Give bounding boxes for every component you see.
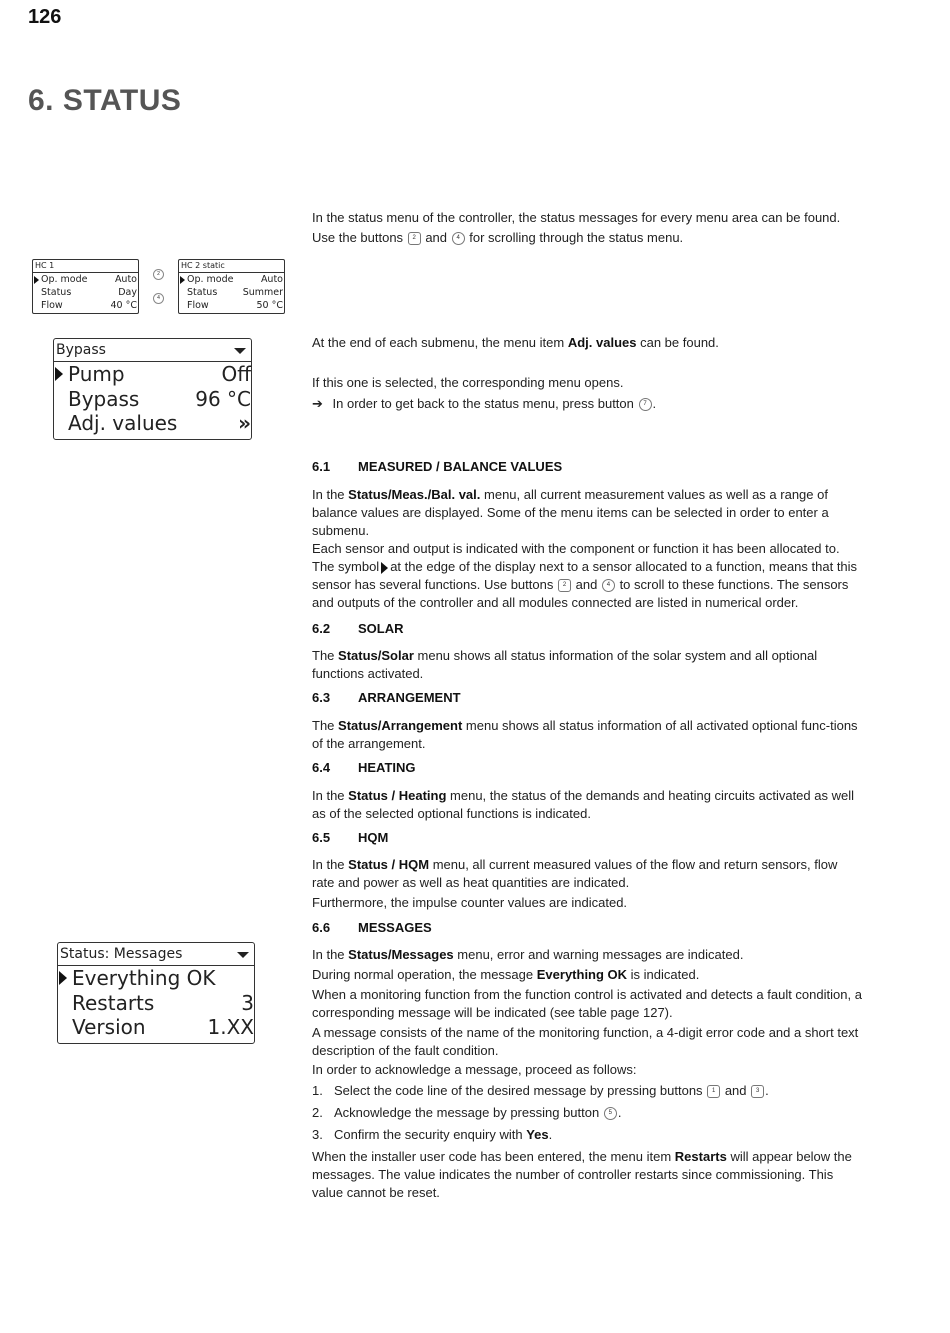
button-5-icon: 5 (604, 1107, 617, 1120)
row-value: 40 °C (110, 300, 137, 311)
button-2-icon: 2 (558, 579, 571, 592)
text: menu shows all status information of all activated optional func-tions of the arrangement. (312, 718, 858, 751)
section-heading-6-3 (312, 690, 461, 705)
intro-paragraph (312, 209, 862, 247)
section-title: ARRANGEMENT (358, 690, 461, 705)
display-row (33, 286, 138, 299)
display-title (54, 339, 251, 362)
row-value: Summer (242, 287, 283, 298)
display-row (58, 966, 254, 991)
display-title: HC 2 static (179, 260, 284, 273)
paragraph (312, 946, 862, 964)
text: If this one is selected, the corresponding menu opens. (312, 375, 624, 390)
display-row (179, 273, 284, 286)
display-row (58, 1015, 254, 1040)
text: will appear below the messages. The value indicates the number of controller restarts since commissioning. This value cannot be reset. (312, 1149, 852, 1200)
row-label: Flow (41, 300, 63, 311)
menu-name: Status/Messages (348, 947, 454, 962)
row-value: 96 °C (195, 386, 251, 411)
section-number: 6.3 (312, 690, 331, 705)
section-number: 6.4 (312, 760, 331, 775)
text: and (575, 577, 598, 592)
button-2-icon: 2 (408, 232, 421, 245)
row-label: Bypass (68, 386, 140, 411)
paragraph: A message consists of the name of the monitoring function, a 4-digit error code and a short text description of the fault condition. (312, 1025, 859, 1058)
paragraph (312, 540, 862, 612)
intro-text: Use the buttons (312, 230, 404, 245)
text: In the (312, 788, 345, 803)
text: . (765, 1083, 769, 1098)
paragraph: When a monitoring function from the function control is activated and detects a fault condition, a corresponding message will be indicated (see table page 127). (312, 987, 862, 1020)
display-row (179, 299, 284, 312)
text: . (548, 1127, 553, 1142)
text: The (312, 648, 335, 663)
display-row (54, 411, 251, 436)
text: is indicated. (630, 967, 700, 982)
button-2-icon: 2 (153, 269, 164, 280)
steps-list (312, 1082, 862, 1144)
text: In order to get back to the status menu, press button (332, 396, 634, 411)
row-label: Status (41, 287, 72, 298)
menu-name: Status/Solar (338, 648, 414, 663)
text: In the (312, 947, 345, 962)
section-6-3-text (312, 717, 862, 753)
step-number: 3. (312, 1127, 323, 1142)
text: Confirm the security enquiry with (334, 1127, 523, 1142)
section-heading-6-1 (312, 459, 562, 474)
section-title: HEATING (358, 760, 416, 775)
section-heading-6-2 (312, 621, 404, 636)
page-number: 126 (28, 6, 62, 28)
display-row (33, 273, 138, 286)
cursor-icon (180, 276, 185, 284)
paragraph (312, 1148, 862, 1202)
text: When the installer user code has been entered, the menu item (312, 1149, 672, 1164)
list-item (312, 1082, 862, 1100)
text: At the end of each submenu, the menu item (312, 335, 565, 350)
intro-text: and (425, 230, 448, 245)
menu-item-name: Adj. values (567, 335, 637, 350)
bypass-display (53, 338, 252, 440)
messages-display (57, 942, 255, 1044)
button-4-icon: 4 (602, 579, 615, 592)
intro-text: for scrolling through the status menu. (469, 230, 684, 245)
section-number: 6.6 (312, 920, 331, 935)
row-value: 50 °C (256, 300, 283, 311)
section-6-4-text (312, 787, 862, 823)
button-4-icon: 4 (153, 293, 164, 304)
row-value: 3 (241, 990, 254, 1015)
menu-name: Status/Arrangement (338, 718, 463, 733)
text: menu shows all status information of the solar system and all optional functions activated. (312, 648, 818, 681)
section-6-1-text (312, 486, 862, 612)
display-title-text: Status: Messages (60, 946, 183, 962)
adj-open-paragraph (312, 374, 862, 413)
hc1-display (32, 259, 139, 314)
text: In the (312, 857, 345, 872)
section-heading-6-6 (312, 920, 432, 935)
row-label: Status (187, 287, 218, 298)
intro-line1: In the status menu of the controller, the status messages for every menu area can be found. (312, 210, 841, 225)
menu-item-name: Restarts (674, 1149, 727, 1164)
row-label: Everything OK (72, 966, 216, 990)
text: to scroll to these functions. The sensors and outputs of the controller and all modules connected are listed in numerical order. (312, 577, 849, 610)
section-number: 6.2 (312, 621, 331, 636)
text: and (724, 1083, 747, 1098)
intro-line2 (312, 229, 862, 247)
display-title-text: Bypass (56, 342, 106, 358)
text: can be found. (640, 335, 719, 350)
display-title: HC 1 (33, 260, 138, 273)
option-name: Yes (526, 1127, 549, 1142)
text: Each sensor and output is indicated with the component or function it has been allocated to. The symbol (312, 541, 840, 574)
cursor-icon (55, 367, 63, 381)
row-value: Day (118, 287, 137, 298)
button-3-icon: 3 (751, 1085, 764, 1098)
menu-name: Status / HQM (348, 857, 430, 872)
section-heading-6-5 (312, 830, 388, 845)
button-1-icon: 1 (707, 1085, 720, 1098)
paragraph (312, 966, 862, 984)
paragraph (312, 486, 862, 540)
section-6-5-text (312, 856, 862, 912)
section-title: SOLAR (358, 621, 404, 636)
section-6-2-text (312, 647, 862, 683)
text: at the edge of the display next to a sensor allocated to a function, means that this sensor has several functions. Use buttons (312, 559, 858, 592)
section-heading-6-4 (312, 760, 416, 775)
section-title: HQM (358, 830, 389, 845)
adj-values-paragraph (312, 334, 862, 352)
message-name: Everything OK (536, 967, 628, 982)
text: During normal operation, the message (312, 967, 534, 982)
list-item (312, 1126, 862, 1144)
dropdown-arrow-icon (237, 952, 249, 958)
paragraph: In order to acknowledge a message, proceed as follows: (312, 1062, 637, 1077)
text: menu, all current measurement values as well as a range of balance values are displayed. Some of the menu items can be selected in order to enter a submenu. (312, 487, 829, 538)
display-row (58, 991, 254, 1016)
paragraph: Furthermore, the impulse counter values are indicated. (312, 895, 628, 910)
list-item (312, 1104, 862, 1122)
text: menu, the status of the demands and heating circuits activated as well as of the selected optional functions is indicated. (312, 788, 854, 821)
row-value: Off (221, 362, 251, 386)
button-4-icon: 4 (452, 232, 465, 245)
display-row (33, 299, 138, 312)
text: Acknowledge the message by pressing button (334, 1105, 600, 1120)
row-label: Adj. values (68, 411, 178, 435)
text: Select the code line of the desired message by pressing buttons (334, 1083, 703, 1098)
step-number: 2. (312, 1105, 323, 1120)
text: In the (312, 487, 345, 502)
display-row (54, 362, 251, 387)
dropdown-arrow-icon (234, 348, 246, 354)
row-value: Auto (114, 274, 137, 285)
paragraph (312, 856, 862, 892)
instruction-line (312, 395, 862, 413)
text: . (652, 396, 657, 411)
text: . (617, 1105, 622, 1120)
section-title: MEASURED / BALANCE VALUES (358, 459, 563, 474)
display-title (58, 943, 254, 966)
chapter-title: 6. STATUS (28, 84, 182, 117)
hc2-display (178, 259, 285, 314)
double-chevron-icon: » (238, 411, 251, 435)
section-title: MESSAGES (358, 920, 432, 935)
text: The (312, 718, 335, 733)
triangle-right-icon (381, 562, 388, 574)
row-label: Op. mode (41, 274, 88, 285)
row-label: Restarts (72, 990, 155, 1015)
cursor-icon (59, 971, 67, 985)
display-row (179, 286, 284, 299)
row-value: 1.XX (207, 1015, 254, 1039)
arrow-right-icon: ➔ (312, 396, 323, 411)
menu-name: Status/Meas./Bal. val. (348, 487, 481, 502)
row-label: Op. mode (187, 274, 234, 285)
section-6-6-text (312, 946, 862, 1202)
text: menu, error and warning messages are indicated. (457, 947, 744, 962)
cursor-icon (34, 276, 39, 284)
button-7-icon: 7 (639, 398, 652, 411)
row-value: Auto (260, 274, 283, 285)
step-number: 1. (312, 1083, 323, 1098)
section-number: 6.1 (312, 459, 331, 474)
text: menu, all current measured values of the flow and return sensors, flow rate and power as well as heat quantities are indicated. (312, 857, 838, 890)
display-row (54, 387, 251, 412)
row-label: Pump (68, 362, 125, 386)
section-number: 6.5 (312, 830, 331, 845)
row-label: Flow (187, 300, 209, 311)
row-label: Version (72, 1015, 146, 1039)
menu-name: Status / Heating (348, 788, 447, 803)
